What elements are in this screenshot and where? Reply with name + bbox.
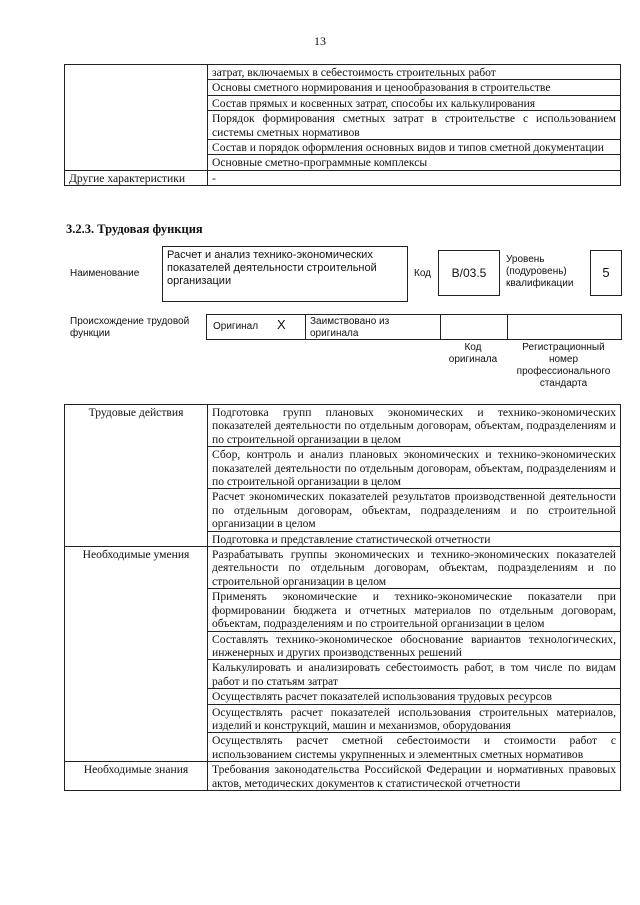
level-box [590,250,622,296]
function-code-box [438,250,500,296]
level-label: Уровень (подуровень) квалификации [506,254,574,289]
other-characteristics-label: Другие характеристики [65,170,208,185]
knowledge-item: Порядок формирования сметных затрат в строительстве с использованием системы сметных нормативов [208,111,621,140]
origin-borrowed-box [305,314,441,340]
origin-code-box [440,314,508,340]
origin-label: Происхождение трудовой функции [70,316,190,339]
knowledge-continuation-table [64,64,621,186]
code-label: Код [414,268,432,279]
name-label: Наименование [70,268,140,279]
skill-item: Калькулировать и анализировать себестоимость работ, в том числе по видам работ и по статьям затрат [208,660,621,689]
knowledge-item: Состав прямых и косвенных затрат, способы их калькулирования [208,95,621,110]
function-name-box [162,246,408,302]
level-value: 5 [602,265,610,280]
origin-original-box [206,314,306,340]
skill-item: Составлять технико-экономическое обоснование вариантов технологических, инженерных и других производственных решений [208,631,621,660]
section-title: 3.2.3. Трудовая функция [66,222,203,236]
skill-item: Осуществлять расчет сметной себестоимости и стоимости работ с использованием системы укрупненных и элементных сметных нормативов [208,733,621,762]
knowledge-item: Основы сметного нормирования и ценообразования в строительстве [208,80,621,95]
other-characteristics-value: - [208,170,621,185]
skill-item: Осуществлять расчет показателей использования строительных материалов, изделий и конструкций, машин и механизмов, оборудования [208,704,621,733]
original-mark: X [277,317,286,332]
origin-reg-box [507,314,622,340]
knowledge-label: Необходимые знания [65,762,208,791]
skill-item: Применять экономические и технико-экономические показатели при формировании бюджета и отчетных материалов по отдельным договорам, объектам, подразделениям и по строительной организации в целом [208,589,621,631]
labor-action-item: Подготовка и представление статистической отчетности [208,531,621,546]
function-code-value: B/03.5 [451,266,487,280]
labor-actions-label: Трудовые действия [65,405,208,547]
skill-item: Осуществлять расчет показателей использования трудовых ресурсов [208,689,621,704]
labor-action-item: Подготовка групп плановых экономических и технико-экономических показателей деятельности по отдельным договорам, объектам, подразделениям и по строительной организации в целом [208,405,621,447]
knowledge-item: Состав и порядок оформления основных видов и типов сметной документации [208,140,621,155]
knowledge-item: Основные сметно-программные комплексы [208,155,621,170]
labor-action-item: Сбор, контроль и анализ плановых экономических и технико-экономических показателей деятельности по отдельным договорам, объектам, подразделениям и по строительной организации в целом [208,447,621,489]
original-label: Оригинал [213,321,259,332]
origin-code-caption: Код оригинала [448,342,498,365]
knowledge-item: затрат, включаемых в себестоимость строительных работ [208,65,621,80]
borrowed-label: Заимствовано из оригинала [310,316,390,339]
labor-function-table [64,404,621,791]
knowledge-item: Требования законодательства Российской Федерации и нормативных правовых актов, методических документов к статистической отчетности [208,762,621,791]
empty-label-cell [65,65,208,171]
labor-action-item: Расчет экономических показателей результатов производственной деятельности по отдельным договорам, объектам, подразделениям и по строительной организации в целом [208,489,621,531]
skill-item: Разрабатывать группы экономических и технико-экономических показателей деятельности по отдельным договорам, объектам, подразделениям и по строительной организации в целом [208,547,621,589]
skills-label: Необходимые умения [65,547,208,762]
function-name-value: Расчет и анализ технико-экономических показателей деятельности строительной организации [167,249,377,287]
page-number: 13 [314,34,326,48]
origin-reg-caption: Регистрационный номер профессионального стандарта [516,342,611,389]
